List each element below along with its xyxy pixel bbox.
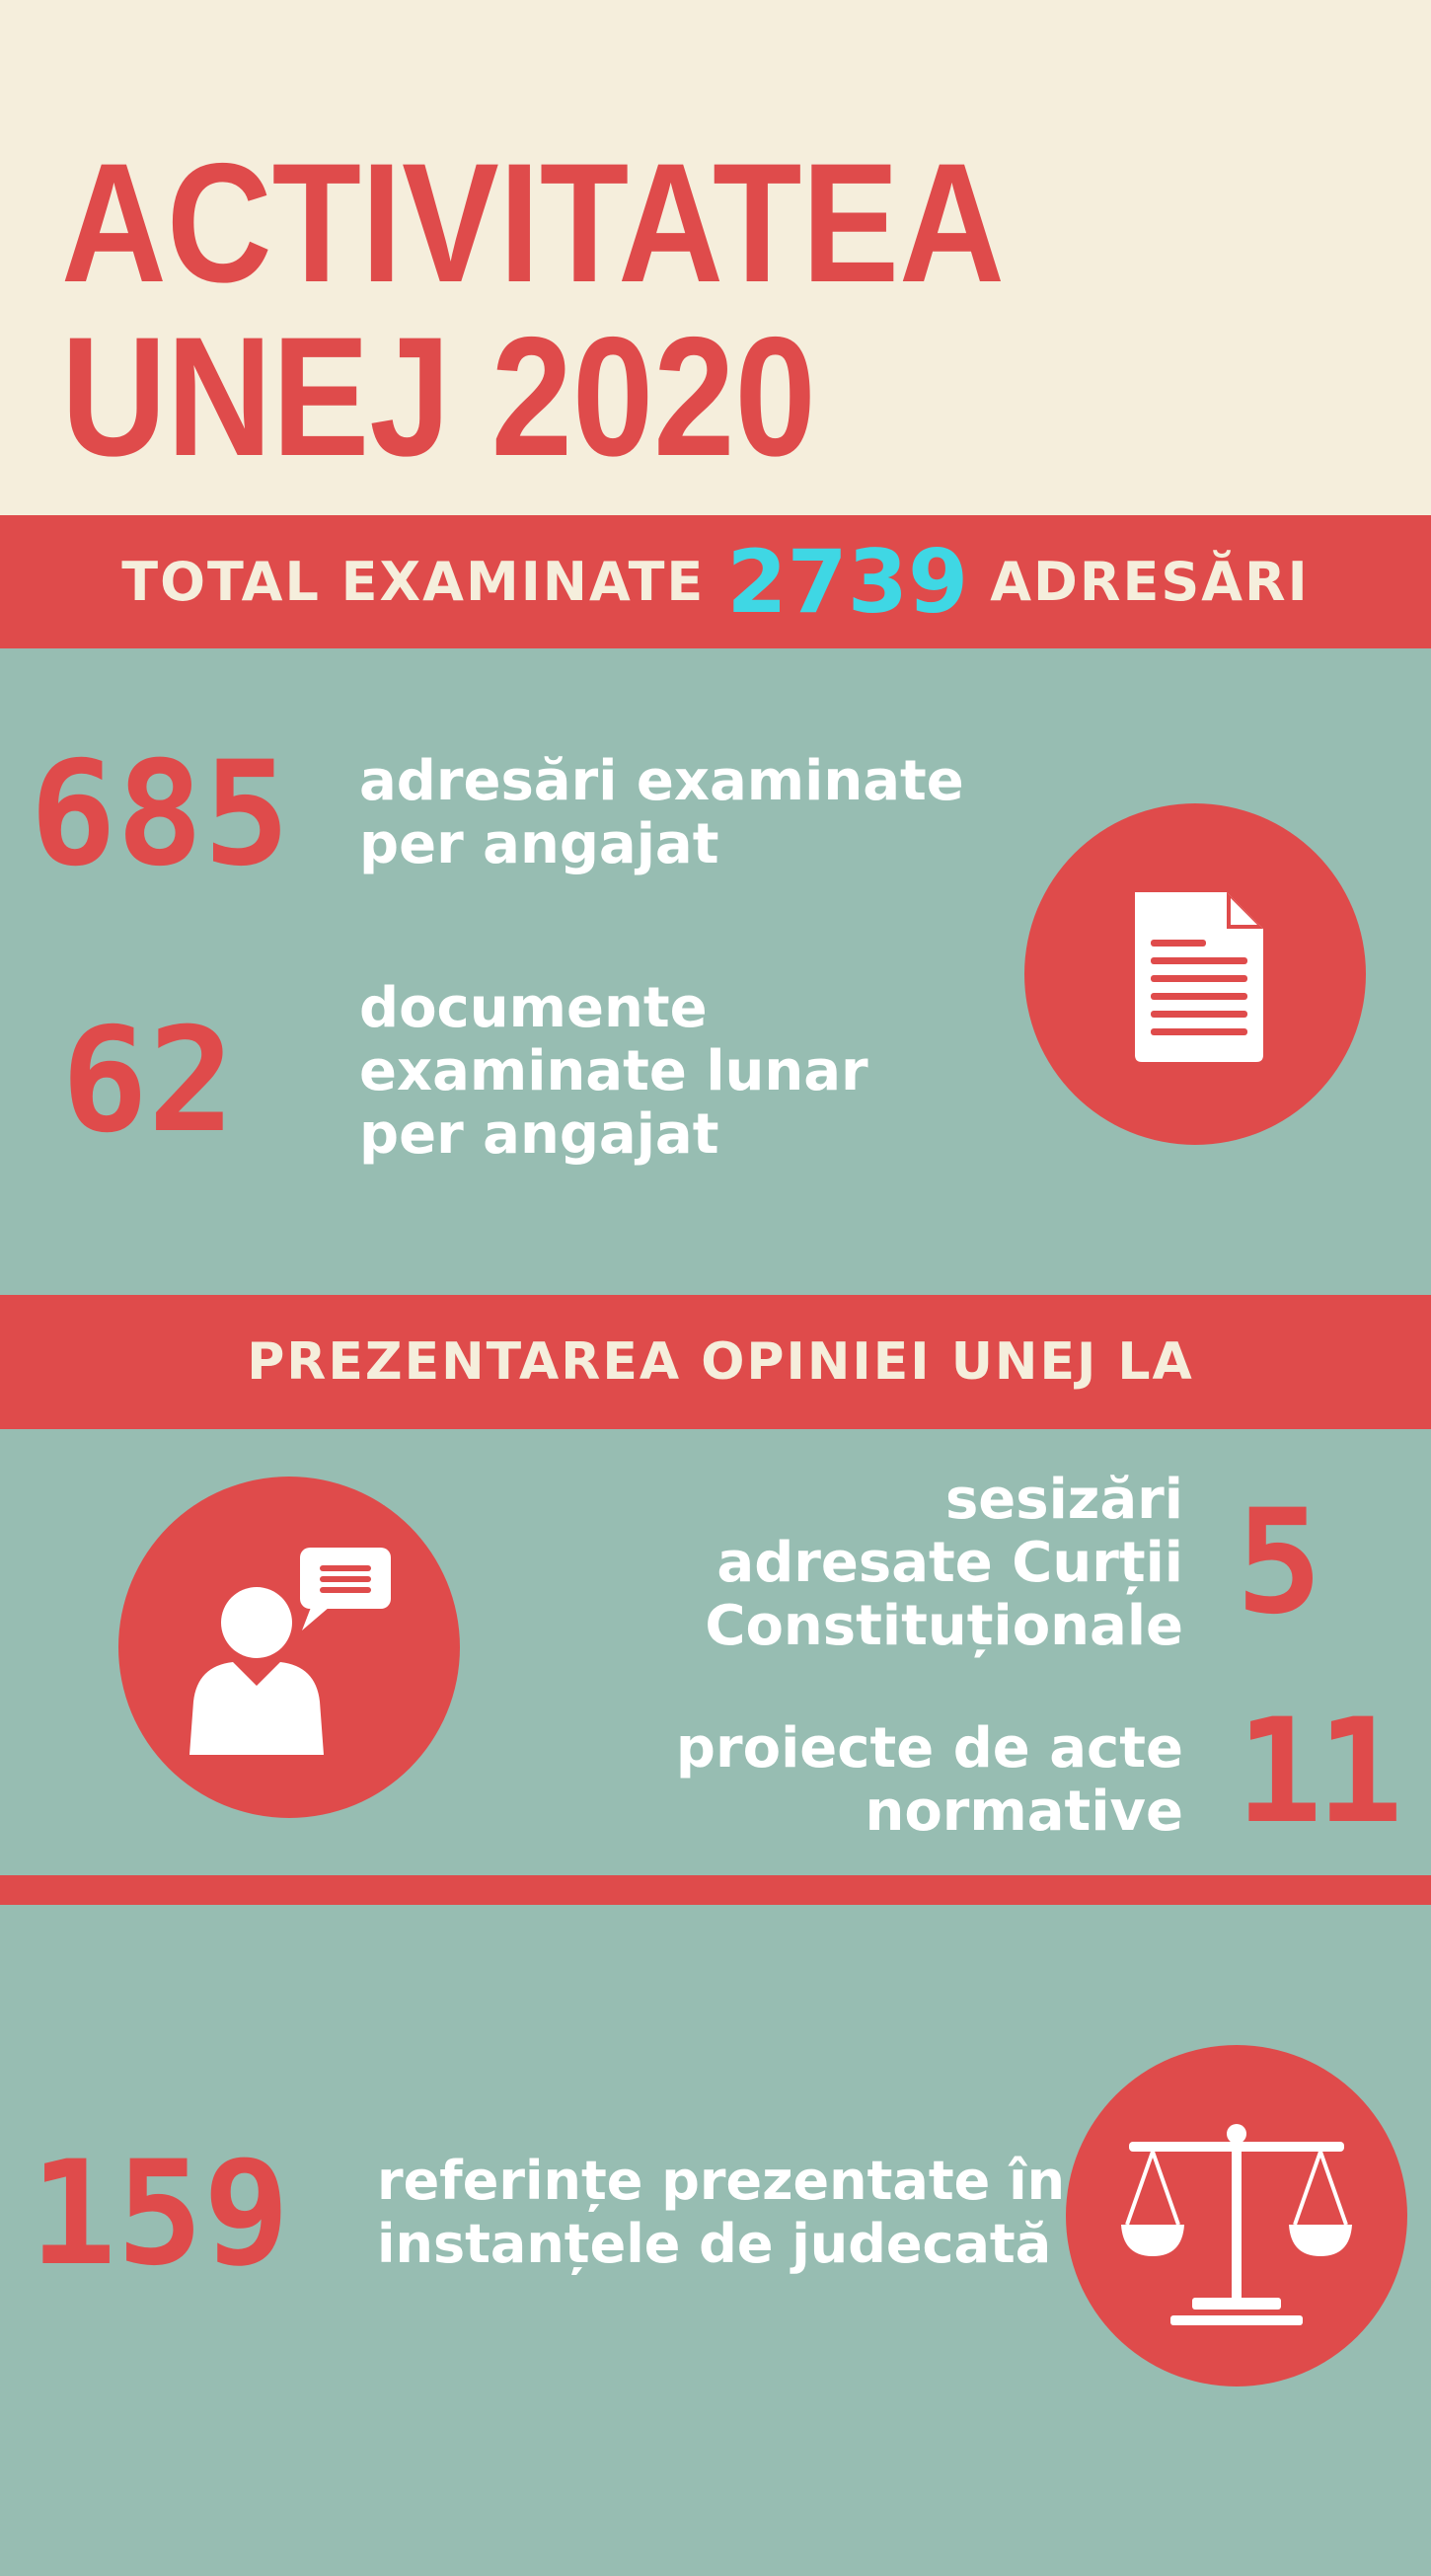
total-prefix: TOTAL EXAMINATE [121, 551, 706, 613]
stat-label-line: per angajat [359, 1102, 719, 1167]
references-value: 159 [30, 2130, 290, 2298]
references-label-line: instanțele de judecată [377, 2213, 1052, 2275]
title-line-1: ACTIVITATEA [61, 128, 1005, 318]
scales-icon [1066, 2045, 1407, 2387]
stat-label-line: adresări examinate [359, 749, 964, 813]
opinion-label-line: proiecte de acte [675, 1716, 1183, 1780]
stat-label-685 [359, 750, 964, 876]
document-icon [1024, 803, 1366, 1145]
document-icon-circle [1024, 803, 1366, 1145]
stat-label-line: documente [359, 976, 708, 1040]
total-suffix: ADRESĂRI [990, 551, 1310, 613]
opinion-label-line: Constituționale [705, 1594, 1183, 1658]
stat-label-line: examinate lunar [359, 1039, 868, 1103]
opinion-label-5 [705, 1469, 1183, 1658]
opinion-label-line: normative [865, 1780, 1183, 1844]
opinion-label-11 [676, 1717, 1183, 1844]
page-title [61, 128, 1005, 492]
opinion-label-line: sesizări [944, 1468, 1183, 1532]
divider-band [0, 1875, 1431, 1905]
stat-label-62 [359, 977, 868, 1167]
opinion-heading: PREZENTAREA OPINIEI UNEJ LA [247, 1332, 1194, 1392]
total-line [0, 515, 1431, 648]
references-label-line: referințe prezentate în [377, 2150, 1066, 2212]
total-number: 2739 [726, 531, 969, 633]
title-line-2: UNEJ 2020 [61, 302, 816, 492]
person-speech-icon-circle [118, 1477, 460, 1818]
stat-value-62: 62 [61, 997, 235, 1165]
person-speech-icon [118, 1477, 460, 1818]
opinion-value-5: 5 [1236, 1478, 1322, 1646]
references-label [377, 2150, 1065, 2276]
stat-label-line: per angajat [359, 812, 719, 876]
stat-value-685: 685 [30, 730, 290, 898]
scales-icon-circle [1066, 2045, 1407, 2387]
opinion-label-line: adresate Curții [716, 1531, 1183, 1595]
opinion-value-11: 11 [1236, 1688, 1397, 1856]
